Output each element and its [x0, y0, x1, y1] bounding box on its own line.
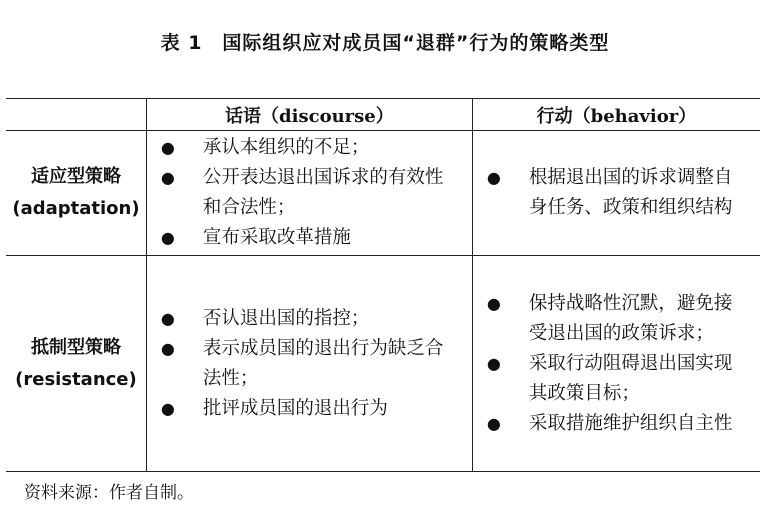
- strategy-name-en: (resistance): [15, 368, 137, 390]
- list-item: ● 采取措施维护组织自主性: [483, 409, 748, 439]
- list-item: ● 表示成员国的退出行为缺乏合法性；: [157, 334, 460, 394]
- discourse-cell: [146, 256, 472, 472]
- table-caption: 表 1 国际组织应对成员国“退群”行为的策略类型: [160, 32, 610, 54]
- list-item: ● 批评成员国的退出行为: [157, 394, 460, 424]
- list-item: ● 采取行动阻碍退出国实现其政策目标；: [483, 349, 748, 409]
- table-row: [6, 256, 760, 472]
- list-item: ● 承认本组织的不足；: [157, 133, 460, 163]
- behavior-list: [473, 289, 760, 439]
- behavior-cell: [472, 256, 760, 472]
- list-item: ● 否认退出国的指控；: [157, 304, 460, 334]
- discourse-list: [147, 304, 472, 424]
- strategy-name-en: (adaptation): [12, 198, 140, 219]
- discourse-cell: [146, 131, 472, 256]
- table-row: [6, 131, 760, 256]
- discourse-list: [147, 133, 472, 253]
- strategy-name: 适应型策略: [30, 166, 121, 187]
- table-header-row: [6, 99, 760, 131]
- header-empty-cell: [6, 99, 146, 131]
- strategy-name: 抵制型策略: [30, 336, 121, 358]
- strategy-table: [6, 98, 760, 472]
- strategy-name-cell: [6, 131, 146, 256]
- list-item: ● 保持战略性沉默，避免接受退出国的政策诉求；: [483, 289, 748, 349]
- header-discourse: 话语（discourse）: [146, 99, 472, 131]
- strategy-name-cell: [6, 256, 146, 472]
- behavior-list: [473, 163, 760, 223]
- list-item: ● 公开表达退出国诉求的有效性和合法性；: [157, 163, 460, 223]
- header-behavior: 行动（behavior）: [472, 99, 760, 131]
- list-item: ● 宣布采取改革措施: [157, 223, 460, 253]
- source-note: 资料来源：作者自制。: [24, 483, 194, 503]
- behavior-cell: [472, 131, 760, 256]
- list-item: ● 根据退出国的诉求调整自身任务、政策和组织结构: [483, 163, 748, 223]
